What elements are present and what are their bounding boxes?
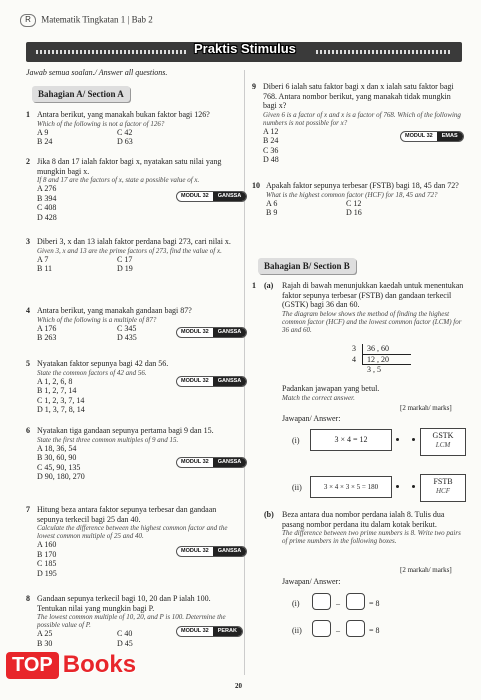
option[interactable]: C 408: [37, 203, 57, 212]
page-number: 20: [235, 682, 242, 690]
quotient-row: 3 , 5: [367, 365, 381, 374]
option[interactable]: D 19: [117, 264, 133, 273]
option[interactable]: C 345: [117, 323, 137, 333]
question-text-en: If 8 and 17 are the factors of x, state a possible value of x.: [37, 176, 200, 184]
prime-input-box[interactable]: [346, 593, 365, 610]
option[interactable]: A 176: [37, 323, 57, 333]
question-1: [26, 110, 238, 147]
running-header: R Matematik Tingkatan 1 | Bab 2: [20, 14, 153, 27]
option[interactable]: B 24: [37, 137, 53, 146]
option[interactable]: C 42: [117, 127, 133, 137]
question-number: 1: [26, 110, 30, 119]
question-text: Nyatakan tiga gandaan sepunya pertama bagi 9 dan 15.: [37, 426, 214, 435]
option[interactable]: A 276: [37, 184, 57, 193]
question-text: Jika 8 dan 17 ialah faktor bagi x, nyatakan satu nilai yang mungkin bagi x.: [37, 157, 222, 176]
part-label: (b): [264, 510, 274, 519]
question-6: [26, 426, 238, 482]
question-text-en: Given 3, x and 13 are the prime factors of 273, find the value of x.: [37, 246, 222, 255]
praktis-banner: [26, 42, 462, 62]
option[interactable]: B 11: [37, 264, 53, 273]
option[interactable]: A 6: [266, 198, 278, 208]
modul-badge: MODUL 32 GANSSA: [176, 327, 247, 338]
option[interactable]: D 195: [37, 568, 57, 578]
question-text: Diberi 6 ialah satu faktor bagi x dan x ialah satu faktor bagi 768. Antara nombor berikut, yang manakah tidak mungkin bagi x?: [263, 82, 454, 110]
option[interactable]: A 12: [263, 126, 279, 136]
question-text-en: Which of the following is not a factor of 126?: [37, 119, 165, 128]
question-number: 9: [252, 82, 256, 91]
option[interactable]: D 428: [37, 212, 57, 222]
divisor: [352, 365, 362, 375]
banner-title: Praktis Stimulus: [194, 41, 296, 56]
option[interactable]: C 12: [346, 198, 362, 208]
part-label: (a): [264, 281, 274, 290]
question-text-en: The difference between two prime numbers is 8. Write two pairs of prime numbers in the following boxes.: [282, 529, 461, 545]
modul-badge: MODUL 32 GANSSA: [176, 376, 247, 387]
option[interactable]: B 30, 60, 90: [37, 453, 77, 462]
option[interactable]: D 90, 180, 270: [37, 472, 85, 481]
dividend-row: 36 , 60: [362, 344, 411, 355]
option[interactable]: C 1, 2, 3, 7, 14: [37, 395, 85, 405]
question-number: 2: [26, 157, 30, 166]
equals-label: = 8: [369, 599, 380, 608]
instruction: Jawab semua soalan./ Answer all questions.: [26, 68, 168, 77]
option-list: [37, 255, 238, 274]
prime-input-box[interactable]: [312, 620, 331, 637]
modul-badge: MODUL 32 PERAK: [176, 626, 243, 637]
option[interactable]: D 435: [117, 333, 137, 342]
option[interactable]: B 1, 2, 7, 14: [37, 386, 77, 395]
option[interactable]: C 185: [37, 559, 57, 568]
option[interactable]: D 63: [117, 137, 133, 146]
row-label: (i): [292, 436, 300, 445]
divisor: 3: [352, 344, 356, 353]
question-text-en: The lowest common multiple of 10, 20, and P is 100. Determine the possible value of P.: [37, 613, 226, 629]
question-number: 6: [26, 426, 30, 435]
option[interactable]: C 17: [117, 254, 133, 264]
answer-box-hcf: FSTB HCF: [420, 474, 466, 502]
match-dot[interactable]: [396, 438, 399, 441]
match-dot[interactable]: [396, 485, 399, 488]
division-ladder: [352, 344, 411, 375]
match-dot[interactable]: [412, 485, 415, 488]
answer-box-lcm: GSTK LCM: [420, 428, 466, 456]
section-b-question-1a: [252, 281, 466, 334]
prime-input-box[interactable]: [312, 593, 331, 610]
answer-label: Jawapan/ Answer:: [282, 577, 341, 586]
question-text: Beza antara dua nombor perdana ialah 8. Tulis dua pasang nombor perdana itu dalam kotak berikut.: [282, 510, 445, 529]
section-b-question-1b: [264, 510, 466, 545]
option-list: [37, 128, 238, 147]
row-label: (ii): [292, 626, 302, 635]
modul-badge: MODUL 32 EMAS: [400, 131, 464, 142]
option-list: [37, 184, 238, 222]
option[interactable]: C 36: [263, 145, 279, 155]
option[interactable]: B 30: [37, 638, 53, 648]
option[interactable]: D 45: [117, 638, 133, 648]
modul-badge: MODUL 32 GANSSA: [176, 457, 247, 468]
column-divider: [244, 70, 245, 675]
book-title: Matematik Tingkatan 1: [41, 14, 126, 25]
question-text: Apakah faktor sepunya terbesar (FSTB) bagi 18, 45 dan 72?: [266, 181, 459, 190]
question-number: 1: [252, 281, 256, 290]
question-number: 8: [26, 594, 30, 603]
section-b-heading: Bahagian B/ Section B: [258, 258, 356, 274]
option[interactable]: C 40: [117, 629, 133, 638]
match-instruction: Padankan jawapan yang betul. Match the correct answer.: [282, 384, 380, 402]
question-text-en: State the first three common multiples of 9 and 15.: [37, 435, 179, 444]
option[interactable]: A 160: [37, 540, 57, 549]
prime-input-box[interactable]: [346, 620, 365, 637]
question-number: 5: [26, 359, 30, 368]
question-text-en: The diagram below shows the method of finding the highest common factor (HCF) and the lowest common factor (LCM) for 36 and 60.: [282, 309, 462, 334]
option[interactable]: D 16: [346, 208, 362, 217]
option[interactable]: A 1, 2, 6, 8: [37, 376, 73, 386]
question-text: Hitung beza antara faktor sepunya terbesar dan gandaan sepunya terkecil bagi 25 dan 40.: [37, 505, 217, 524]
option-list: [266, 199, 466, 218]
question-10: [252, 181, 466, 218]
question-9: [252, 82, 466, 165]
option[interactable]: D 1, 3, 7, 8, 14: [37, 405, 85, 414]
publisher-logo: R: [20, 14, 36, 27]
question-text: Antara berikut, yang manakah bukan faktor bagi 126?: [37, 110, 210, 119]
question-number: 10: [252, 181, 260, 190]
option[interactable]: A 18, 36, 54: [37, 443, 77, 453]
section-a-heading: Bahagian A/ Section A: [32, 86, 130, 102]
question-text: Rajah di bawah menunjukkan kaedah untuk menentukan faktor sepunya terbesar (FSTB) dan gandaan terkecil (GSTK) bagi 36 dan 60.: [282, 281, 464, 309]
marks-label: [2 markah/ marks]: [400, 404, 452, 412]
option[interactable]: B 9: [266, 208, 278, 217]
question-text: Nyatakan faktor sepunya bagi 42 dan 56.: [37, 359, 169, 368]
question-text: Gandaan sepunya terkecil bagi 10, 20 dan P ialah 100. Tentukan nilai yang mungkin bagi P.: [37, 594, 211, 613]
row-label: (ii): [292, 483, 302, 492]
dividend-row: 12 , 20: [362, 355, 411, 366]
option[interactable]: A 9: [37, 127, 49, 137]
question-text-en: Which of the following is a multiple of 87?: [37, 315, 157, 324]
match-dot[interactable]: [412, 438, 415, 441]
minus-sign: –: [336, 626, 340, 635]
answer-label: Jawapan/ Answer:: [282, 414, 341, 423]
question-number: 3: [26, 237, 30, 246]
option[interactable]: B 170: [37, 549, 57, 559]
equals-label: = 8: [369, 626, 380, 635]
minus-sign: –: [336, 599, 340, 608]
divisor: 4: [352, 354, 356, 364]
option[interactable]: B 24: [263, 136, 279, 145]
modul-badge: MODUL 32 GANSSA: [176, 191, 247, 202]
marks-label: [2 markah/ marks]: [400, 566, 452, 574]
modul-badge: MODUL 32 GANSSA: [176, 546, 247, 557]
option[interactable]: A 7: [37, 254, 49, 264]
option[interactable]: A 25: [37, 629, 53, 638]
row-label: (i): [292, 599, 300, 608]
question-text-en: Calculate the difference between the highest common factor and the lowest common multiple of 25 and 40.: [37, 524, 228, 540]
option[interactable]: B 394: [37, 193, 57, 203]
question-2: [26, 157, 238, 222]
question-text-en: What is the highest common factor (HCF) for 18, 45 and 72?: [266, 190, 438, 199]
expression-box: 3 × 4 = 12: [310, 429, 392, 451]
topbooks-watermark: TOP Books: [6, 648, 136, 682]
expression-box: 3 × 4 × 3 × 5 = 180: [310, 476, 392, 498]
chapter-label: Bab 2: [131, 14, 153, 25]
question-text: Diberi 3, x dan 13 ialah faktor perdana bagi 273, cari nilai x.: [37, 237, 231, 246]
option[interactable]: D 48: [263, 155, 279, 164]
question-number: 7: [26, 505, 30, 514]
option[interactable]: C 45, 90, 135: [37, 462, 81, 472]
question-number: 4: [26, 306, 30, 315]
question-3: [26, 237, 238, 274]
question-text-en: Given 6 is a factor of x and x is a factor of 768. Which of the following numbers is not possible for x?: [263, 110, 461, 127]
question-text: Antara berikut, yang manakah gandaan bagi 87?: [37, 306, 192, 315]
question-text-en: State the common factors of 42 and 56.: [37, 368, 147, 377]
option[interactable]: B 263: [37, 333, 57, 342]
question-8: [26, 594, 238, 648]
question-7: [26, 505, 238, 578]
